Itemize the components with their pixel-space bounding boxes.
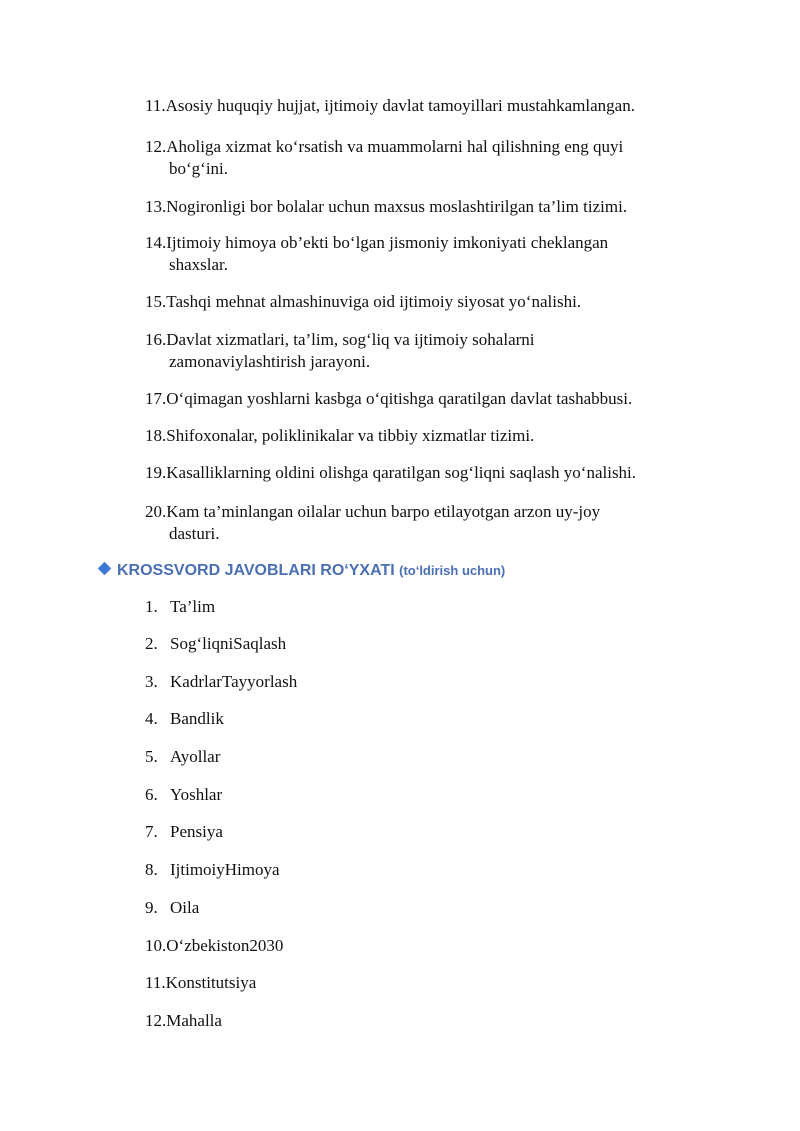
- clue-text-continuation: bo‘g‘ini.: [169, 159, 229, 178]
- clue-number: 11.: [145, 96, 166, 115]
- answer-item: [145, 784, 222, 806]
- clue-text: Ijtimoiy himoya ob’ekti bo‘lgan jismoniy imkoniyati cheklangan: [166, 233, 609, 252]
- clue-text: Aholiga xizmat ko‘rsatish va muammolarni hal qilishning eng quyi: [166, 137, 624, 156]
- clue-number: 17.: [145, 389, 167, 408]
- answer-item: [145, 972, 256, 994]
- clue-item: [145, 388, 705, 410]
- answer-item: [145, 633, 286, 655]
- clue-text-continuation: dasturi.: [169, 524, 220, 543]
- answer-item: [145, 859, 280, 881]
- answer-text: Oila: [170, 898, 200, 917]
- clue-text: Shifoxonalar, poliklinikalar va tibbiy xizmatlar tizimi.: [166, 426, 535, 445]
- clue-text: O‘qimagan yoshlarni kasbga o‘qitishga qaratilgan davlat tashabbusi.: [166, 389, 633, 408]
- answer-text: Bandlik: [170, 709, 224, 728]
- answer-text: Konstitutsiya: [165, 973, 257, 992]
- answer-number: 9.: [145, 898, 158, 917]
- clue-text: Kam ta’minlangan oilalar uchun barpo etilayotgan arzon uy-joy: [166, 502, 601, 521]
- clue-item: [145, 501, 705, 545]
- clue-item: [145, 462, 705, 484]
- clue-text-continuation: shaxslar.: [169, 255, 229, 274]
- answer-number: 10.: [145, 936, 167, 955]
- answers-heading: [100, 560, 505, 582]
- clue-item: [145, 196, 705, 218]
- answer-number: 1.: [145, 597, 158, 616]
- answer-number: 6.: [145, 785, 158, 804]
- answers-heading-note: (to‘ldirish uchun): [399, 563, 506, 578]
- answer-text: KadrlarTayyorlash: [170, 672, 298, 691]
- clue-item: [145, 291, 705, 313]
- clue-text: Davlat xizmatlari, ta’lim, sog‘liq va ijtimoiy sohalarni: [166, 330, 535, 349]
- clue-text: Asosiy huquqiy hujjat, ijtimoiy davlat tamoyillari mustahkamlangan.: [165, 96, 635, 115]
- answer-item: [145, 746, 220, 768]
- clue-number: 12.: [145, 137, 167, 156]
- clue-text: Nogironligi bor bolalar uchun maxsus moslashtirilgan ta’lim tizimi.: [166, 197, 628, 216]
- clue-item: [145, 95, 705, 117]
- answer-number: 7.: [145, 822, 158, 841]
- answer-item: [145, 935, 283, 957]
- answer-text: IjtimoiyHimoya: [170, 860, 280, 879]
- answer-item: [145, 671, 297, 693]
- answer-item: [145, 1010, 222, 1032]
- answer-text: Yoshlar: [170, 785, 223, 804]
- answer-number: 4.: [145, 709, 158, 728]
- answer-number: 2.: [145, 634, 158, 653]
- clue-text-continuation: zamonaviylashtirish jarayoni.: [169, 352, 371, 371]
- clue-number: 15.: [145, 292, 167, 311]
- answer-text: Sog‘liqniSaqlash: [170, 634, 287, 653]
- answers-heading-title: KROSSVORD JAVOBLARI RO‘YXATI: [117, 562, 395, 579]
- diamond-bullet-icon: [98, 562, 111, 575]
- clue-text: Kasalliklarning oldini olishga qaratilgan sog‘liqni saqlash yo‘nalishi.: [166, 463, 637, 482]
- answer-number: 11.: [145, 973, 166, 992]
- answer-number: 3.: [145, 672, 158, 691]
- clue-number: 13.: [145, 197, 167, 216]
- answer-item: [145, 596, 215, 618]
- clue-number: 16.: [145, 330, 167, 349]
- answer-text: Pensiya: [170, 822, 223, 841]
- answer-number: 5.: [145, 747, 158, 766]
- answer-item: [145, 897, 199, 919]
- answer-item: [145, 821, 223, 843]
- clue-number: 20.: [145, 502, 167, 521]
- clue-number: 18.: [145, 426, 167, 445]
- answer-number: 12.: [145, 1011, 167, 1030]
- clue-number: 19.: [145, 463, 167, 482]
- answer-text: Ta’lim: [170, 597, 216, 616]
- clue-item: [145, 136, 705, 180]
- clue-item: [145, 425, 705, 447]
- answer-item: [145, 708, 224, 730]
- clue-text: Tashqi mehnat almashinuviga oid ijtimoiy siyosat yo‘nalishi.: [166, 292, 582, 311]
- clue-number: 14.: [145, 233, 167, 252]
- answer-text: Mahalla: [166, 1011, 222, 1030]
- answer-text: O‘zbekiston2030: [166, 936, 284, 955]
- answer-text: Ayollar: [170, 747, 221, 766]
- clue-item: [145, 329, 705, 373]
- answer-number: 8.: [145, 860, 158, 879]
- clue-item: [145, 232, 705, 276]
